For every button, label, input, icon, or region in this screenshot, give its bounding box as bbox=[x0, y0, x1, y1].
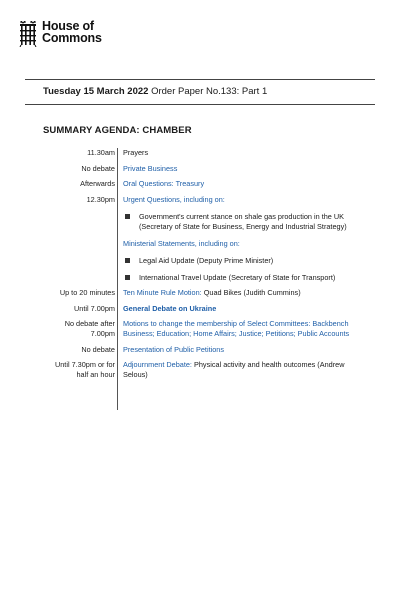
agenda-row-prayers bbox=[43, 148, 363, 158]
agenda-time: Until 7.00pm bbox=[74, 303, 115, 313]
agenda-time: 11.30am bbox=[87, 148, 115, 157]
agenda-row-select-committees bbox=[43, 319, 363, 339]
header-bottom-rule bbox=[25, 104, 375, 105]
header-top-rule bbox=[25, 79, 375, 80]
bullet-square-icon bbox=[125, 214, 130, 219]
agenda-item-prayers: Prayers bbox=[123, 148, 149, 157]
bullet-square-icon bbox=[125, 275, 130, 280]
agenda-time: No debate bbox=[81, 163, 115, 173]
agenda-row-urgent-questions bbox=[43, 195, 363, 283]
ten-minute-rule-link[interactable]: Ten Minute Rule Motion: bbox=[123, 288, 202, 297]
list-item bbox=[125, 256, 363, 266]
agenda-time: No debate after 7.00pm bbox=[64, 319, 115, 338]
public-petitions-link[interactable]: Presentation of Public Petitions bbox=[123, 344, 224, 354]
general-debate-link[interactable]: General Debate on Ukraine bbox=[123, 303, 217, 313]
agenda-row-ten-minute-rule bbox=[43, 288, 363, 298]
ministerial-statements-link[interactable]: Ministerial Statements, including on: bbox=[123, 238, 240, 248]
house-of-commons-logo bbox=[18, 20, 102, 47]
list-item bbox=[125, 212, 363, 232]
summary-agenda bbox=[43, 148, 363, 386]
agenda-row-public-petitions bbox=[43, 345, 363, 355]
agenda-time: No debate bbox=[81, 344, 115, 354]
agenda-time: Until 7.30pm or for half an hour bbox=[54, 360, 115, 379]
ten-minute-rule-subject: Quad Bikes (Judith Cummins) bbox=[203, 288, 301, 297]
oral-questions-link[interactable]: Oral Questions: Treasury bbox=[123, 179, 205, 188]
agenda-time: Up to 20 minutes bbox=[59, 288, 115, 297]
order-paper-number: Order Paper No.133: Part 1 bbox=[151, 86, 268, 97]
portcullis-icon bbox=[18, 21, 38, 47]
statement-text: International Travel Update (Secretary of State for Transport) bbox=[139, 272, 336, 282]
agenda-row-general-debate bbox=[43, 304, 363, 314]
agenda-time: 12.30pm bbox=[86, 194, 115, 204]
statement-text: Legal Aid Update (Deputy Prime Minister) bbox=[139, 255, 274, 265]
adjournment-subject: Physical activity and health outcomes (Andrew Selous) bbox=[123, 360, 345, 379]
agenda-divider bbox=[117, 148, 118, 410]
order-paper-date: Tuesday 15 March 2022 bbox=[43, 86, 149, 97]
agenda-row-private-business bbox=[43, 164, 363, 174]
agenda-row-adjournment bbox=[43, 360, 363, 380]
agenda-row-oral-questions bbox=[43, 179, 363, 189]
agenda-time: Afterwards bbox=[80, 179, 115, 188]
bullet-square-icon bbox=[125, 258, 130, 263]
private-business-link[interactable]: Private Business bbox=[123, 163, 178, 173]
urgent-questions-link[interactable]: Urgent Questions, including on: bbox=[123, 194, 225, 204]
list-item bbox=[125, 273, 363, 283]
order-paper-header bbox=[43, 86, 267, 97]
urgent-question-text: Government's current stance on shale gas production in the UK (Secretary of State for Business, Energy and Industrial Strategy) bbox=[139, 211, 347, 231]
adjournment-debate-link[interactable]: Adjournment Debate: bbox=[123, 360, 192, 369]
logo-line-1: House of bbox=[42, 19, 94, 33]
agenda-title: SUMMARY AGENDA: CHAMBER bbox=[43, 125, 192, 136]
select-committees-link[interactable]: Motions to change the membership of Select Committees: Backbench Business; Education; Home Affairs; Justice; Petitions; Public Accounts bbox=[123, 319, 350, 338]
logo-line-2: Commons bbox=[42, 31, 102, 45]
